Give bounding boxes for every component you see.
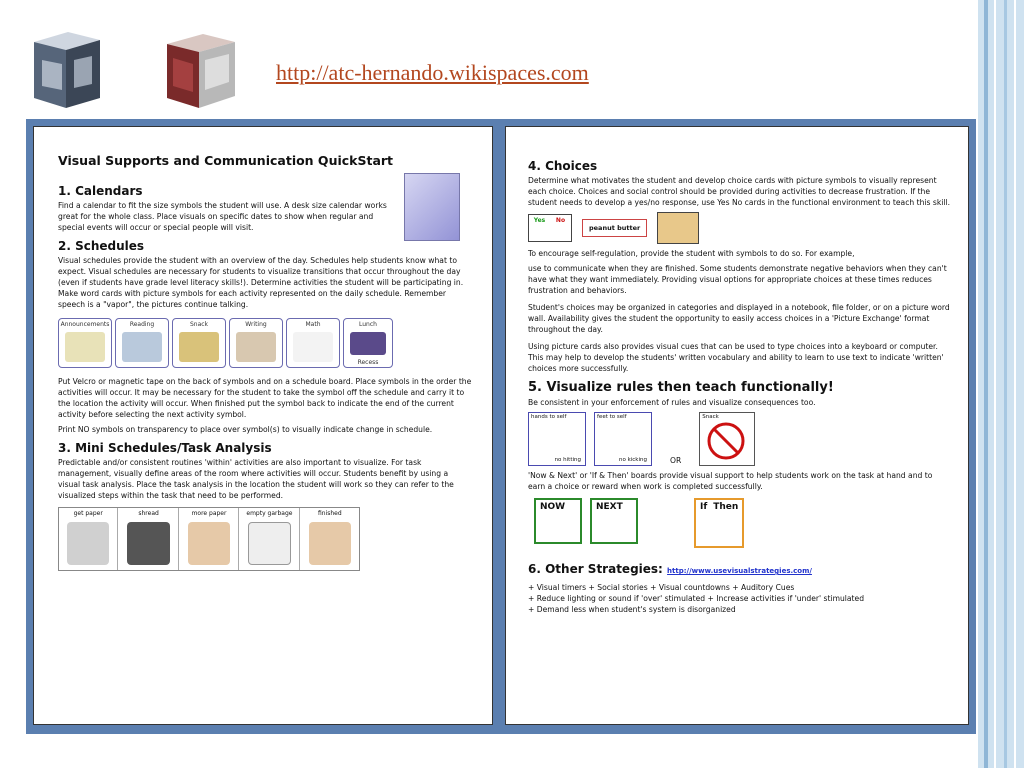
paper-icon [67, 522, 109, 565]
section-text-choices-2: To encourage self-regulation, provide the student with symbols to do so. For example, [528, 249, 855, 258]
section-text-schedules-3: Print NO symbols on transparency to place over symbol(s) to visually indicate change in schedule. [58, 425, 433, 434]
hand-icon [188, 522, 230, 565]
calendar-icon [65, 332, 105, 362]
schedule-card [229, 318, 283, 368]
rule-card-sub: no kicking [618, 457, 647, 463]
section-heading-calendars: 1. Calendars [58, 184, 143, 198]
calendar-image [404, 173, 460, 241]
band-stripe [1014, 0, 1016, 768]
schedule-card [286, 318, 340, 368]
section-text-choices-3: use to communicate when they are finished. Some students demonstrate negative behaviors when they can't have what they want immediately. Providing visual options for appropriate choices at these times reduces frustration and behaviors. [528, 264, 947, 295]
now-card: NOW [534, 498, 582, 544]
task-step [240, 508, 299, 570]
schedule-cards [58, 318, 472, 368]
rule-card-label: hands to self [531, 414, 567, 420]
if-label: If [700, 502, 708, 512]
now-next-boards [534, 498, 950, 548]
schedule-card-label: Announcements [60, 321, 110, 328]
section-text-schedules-2: Put Velcro or magnetic tape on the back of symbols and on a schedule board. Place symbols in the order the activities will occur. It may be necessary for the student to take the symbol off the schedule and carry it to the location the activity will occur. When finished put the symbol back to indicate the end of the current activity before selecting the next activity symbol. [58, 377, 472, 419]
schedule-card [343, 318, 393, 368]
finished-icon [309, 522, 351, 565]
band-stripe [984, 0, 988, 768]
task-step-label: finished [317, 510, 342, 517]
or-label: OR [670, 456, 682, 465]
if-then-board [694, 498, 744, 548]
task-step-label: get paper [73, 510, 103, 517]
band-stripe [1004, 0, 1007, 768]
schedule-card-extra: Recess [357, 359, 379, 366]
book-icon [122, 332, 162, 362]
schedule-card-label: Math [305, 321, 321, 328]
schedule-card [58, 318, 112, 368]
schedule-card [115, 318, 169, 368]
rule-card-label: feet to self [597, 414, 627, 420]
lunch-icon [350, 332, 386, 355]
schedule-card-label: Reading [129, 321, 155, 328]
sandwich-icon [657, 212, 699, 244]
shredder-icon [127, 522, 169, 565]
quickstart-page-right [505, 126, 969, 725]
wiki-link[interactable]: http://atc-hernando.wikispaces.com [276, 60, 589, 85]
section-heading-other [528, 562, 950, 576]
then-label: Then [713, 502, 739, 512]
schedule-card-label: Writing [245, 321, 267, 328]
strategies-link[interactable]: http://www.usevisualstrategies.com/ [667, 567, 812, 575]
cube-logo-icon [28, 30, 98, 100]
rule-card-sub: no hitting [554, 457, 581, 463]
rules-cards-row [528, 412, 950, 466]
section-text-rules-2: 'Now & Next' or 'If & Then' boards provide visual support to help students work on the task at hand and to earn a choice or reward when work is completed successfully. [528, 471, 933, 491]
strategies-line-2: + Reduce lighting or sound if 'over' stimulated + Increase activities if 'under' stimulated [528, 594, 865, 603]
no-symbol-icon [706, 421, 746, 461]
section-heading-schedules: 2. Schedules [58, 239, 145, 253]
right-decorative-band [978, 0, 1024, 768]
section-text-mini-schedules: Predictable and/or consistent routines 'within' activities are also important to visualize. For task management, visually define areas of the room where activities will occur. Students benefit by using a visual task analysis. Place the task analysis in the location the student will work so they can refer to the visualized steps within the task that need to be performed. [58, 458, 454, 500]
section-text-choices-5: Using picture cards also provides visual cues that can be used to type choices into a keyboard or computer. This may help to develop the students' written vocabulary and ability to learn to use text to indicate 'written' choices more successfully. [528, 342, 944, 373]
yes-label: Yes [533, 217, 546, 224]
cube-logo-icon-2 [163, 30, 233, 100]
rule-card [594, 412, 652, 466]
task-step [59, 508, 118, 570]
document-title: Visual Supports and Communication QuickStart [58, 153, 394, 168]
section-text-rules: Be consistent in your enforcement of rules and visualize consequences too. [528, 398, 816, 407]
math-icon [293, 332, 333, 362]
task-step-label: shread [138, 510, 159, 517]
no-label: No [555, 217, 566, 224]
strategies-line-3: + Demand less when student's system is disorganized [528, 605, 736, 614]
task-step-label: empty garbage [246, 510, 293, 517]
quickstart-page-left [33, 126, 493, 725]
snack-no-card [699, 412, 755, 466]
section-heading-other-label: 6. Other Strategies: [528, 562, 663, 576]
section-heading-rules: 5. Visualize rules then teach functionally! [528, 380, 834, 395]
section-heading-choices: 4. Choices [528, 159, 598, 173]
task-step [301, 508, 359, 570]
band-stripe [994, 0, 996, 768]
garbage-icon [248, 522, 290, 565]
section-text-choices-4: Student's choices may be organized in categories and displayed in a notebook, file folder, or on a picture word wall. Availability gives the student the opportunity to easily access choices in a 'Picture Exchange' format throughout the day. [528, 303, 950, 334]
snack-icon [179, 332, 219, 362]
schedule-card-label: Lunch [359, 321, 377, 328]
rule-card-label: Snack [702, 414, 719, 420]
peanut-butter-card: peanut butter [582, 219, 647, 237]
rule-card [528, 412, 586, 466]
task-analysis-strip [58, 507, 360, 571]
task-step [119, 508, 178, 570]
section-text-choices: Determine what motivates the student and develop choice cards with picture symbols to visually represent each choice. Choices and social control should be provided during activities to decrease frustration. If the student needs to develop a yes/no response, use Yes No cards in the functional environment to teach this skill. [528, 176, 950, 207]
schedule-card-label: Snack [189, 321, 209, 328]
yes-no-card [528, 214, 572, 242]
task-step [180, 508, 239, 570]
writing-icon [236, 332, 276, 362]
section-text-calendars: Find a calendar to fit the size symbols the student will use. A desk size calendar works great for the whole class. Place visuals on specific dates to show when regular and special events will occur or special people will visit. [58, 201, 387, 232]
strategies-line-1: + Visual timers + Social stories + Visual countdowns + Auditory Cues [528, 583, 795, 592]
next-card: NEXT [590, 498, 638, 544]
section-text-schedules: Visual schedules provide the student with an overview of the day. Schedules help students know what to expect. Visual schedules are necessary for students to visualize transitions that occur throughout the day (even if students have grade level literacy skills!). Determine activities the student will be participating in. Make word cards with picture symbols for each activity represented on the daily schedule. Remember speech is a "vapor", the pictures continue talking. [58, 256, 464, 309]
task-step-label: more paper [191, 510, 227, 517]
section-heading-mini-schedules: 3. Mini Schedules/Task Analysis [58, 441, 272, 455]
choice-cards-row [528, 212, 950, 244]
schedule-card [172, 318, 226, 368]
